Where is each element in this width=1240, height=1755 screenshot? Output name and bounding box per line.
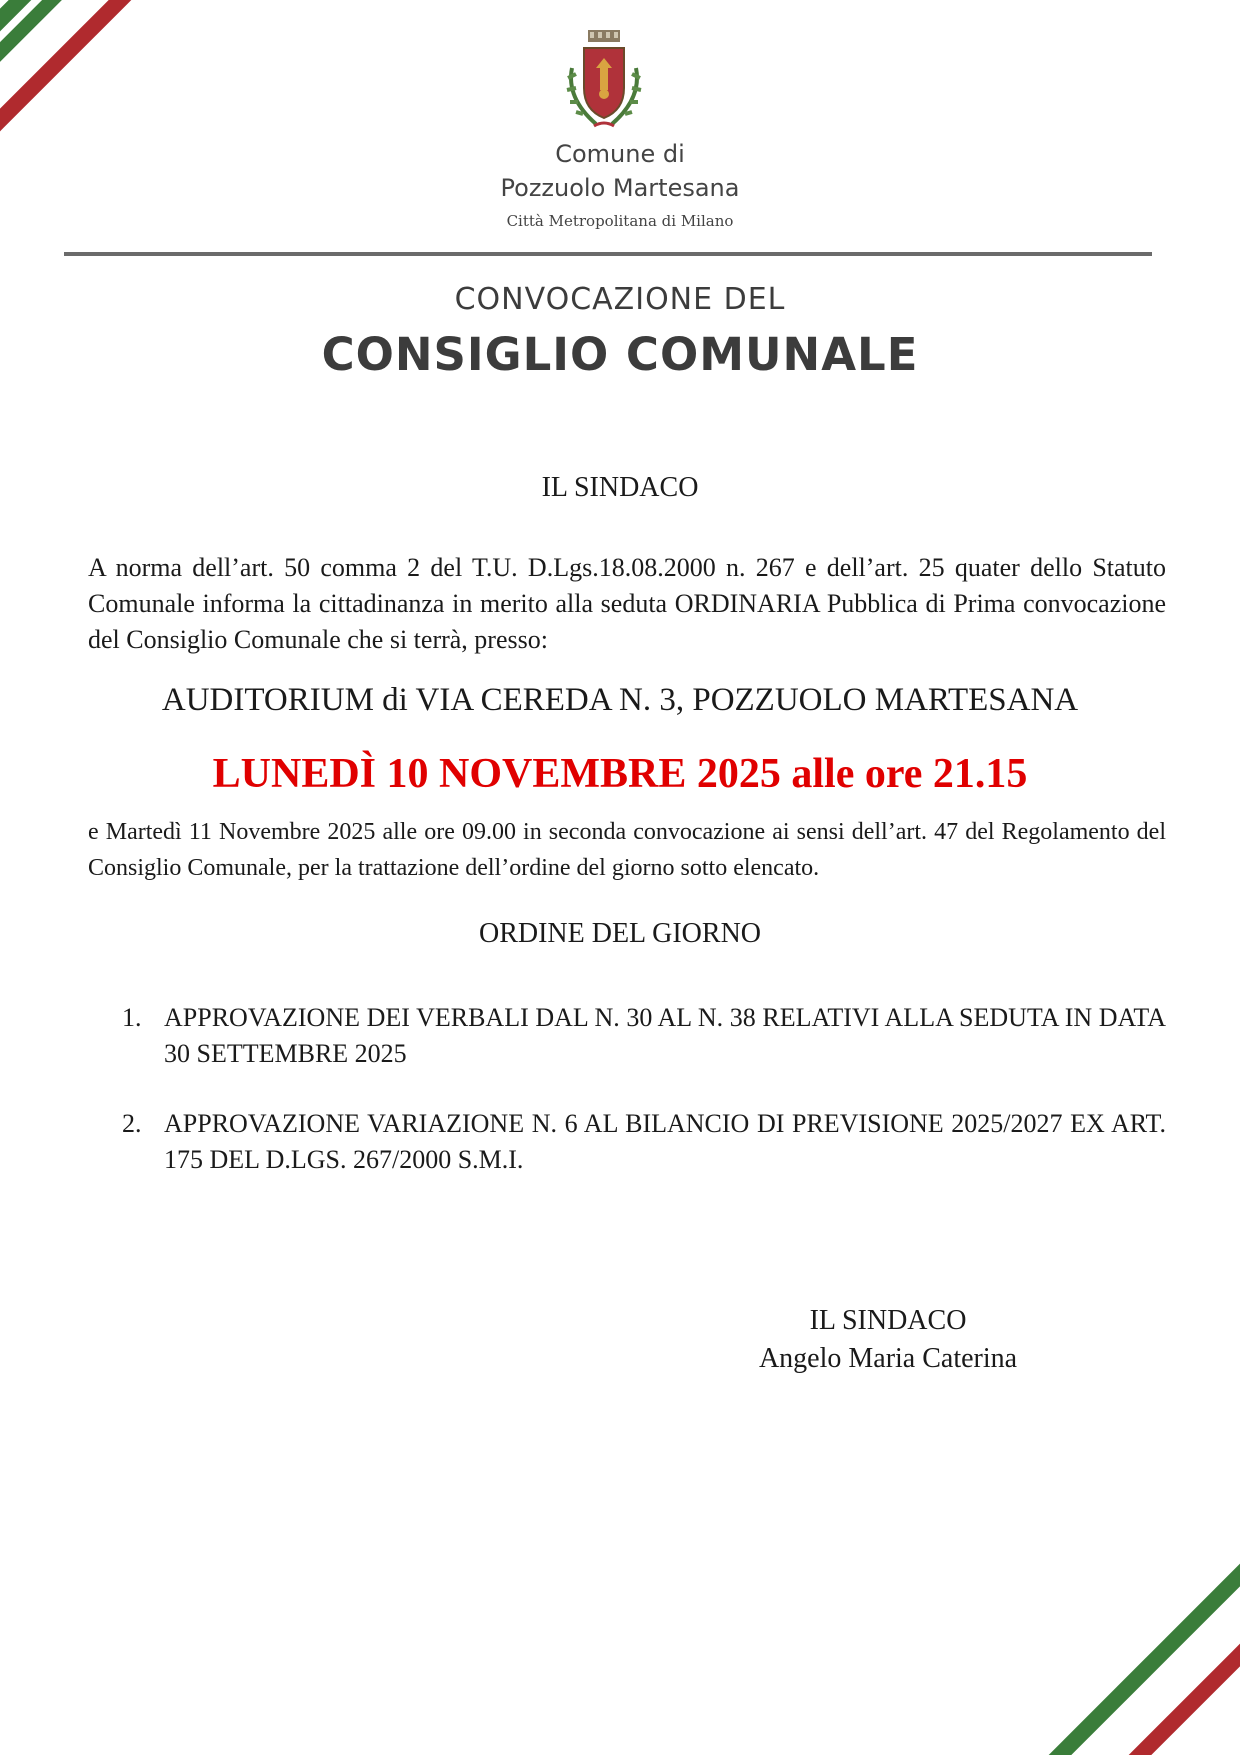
tricolore-stripes-top-left	[0, 0, 170, 200]
agenda-item	[122, 1106, 1166, 1178]
agenda-list	[122, 1000, 1166, 1072]
document-title-line2: CONSIGLIO COMUNALE	[321, 328, 919, 381]
comune-label: Comune di	[555, 140, 685, 168]
intro-paragraph: A norma dell’art. 50 comma 2 del T.U. D.Lgs.18.08.2000 n. 267 e dell’art. 25 quater dello Statuto Comunale informa la cittadinanza in merito alla seduta ORDINARIA Pubblica di Prima convocazione del Consiglio Comunale che si terrà, presso:	[88, 553, 1166, 654]
agenda-item-number: 2.	[122, 1109, 142, 1138]
header-divider	[64, 252, 1152, 256]
agenda-item-text: APPROVAZIONE VARIAZIONE N. 6 AL BILANCIO DI PREVISIONE 2025/2027 EX ART. 175 DEL D.LGS. 267/2000 S.M.I.	[164, 1109, 1166, 1174]
coat-of-arms-icon	[552, 28, 656, 134]
agenda-item	[122, 1000, 1166, 1072]
sindaco-heading: IL SINDACO	[541, 472, 699, 503]
document-title-line1: CONVOCAZIONE DEL	[454, 282, 786, 317]
meeting-date: LUNEDÌ 10 NOVEMBRE 2025 alle ore 21.15	[212, 751, 1028, 797]
agenda-title: ORDINE DEL GIORNO	[478, 918, 762, 949]
agenda-item-text: APPROVAZIONE DEI VERBALI DAL N. 30 AL N. 38 RELATIVI ALLA SEDUTA IN DATA 30 SETTEMBRE 2025	[164, 1003, 1166, 1068]
tricolore-stripes-bottom-right	[1000, 1515, 1240, 1755]
comune-province: Città Metropolitana di Milano	[506, 212, 734, 230]
venue-line: AUDITORIUM di VIA CEREDA N. 3, POZZUOLO MARTESANA	[161, 682, 1079, 718]
agenda-item-number: 1.	[122, 1003, 142, 1032]
signature-name: Angelo Maria Caterina	[758, 1343, 1018, 1374]
second-call-paragraph: e Martedì 11 Novembre 2025 alle ore 09.00 in seconda convocazione ai sensi dell’art. 47 del Regolamento del Consiglio Comunale, per la trattazione dell’ordine del giorno sotto elencato.	[88, 819, 1166, 881]
agenda-list	[122, 1106, 1166, 1178]
signature-title: IL SINDACO	[809, 1305, 967, 1336]
comune-name: Pozzuolo Martesana	[500, 174, 740, 202]
